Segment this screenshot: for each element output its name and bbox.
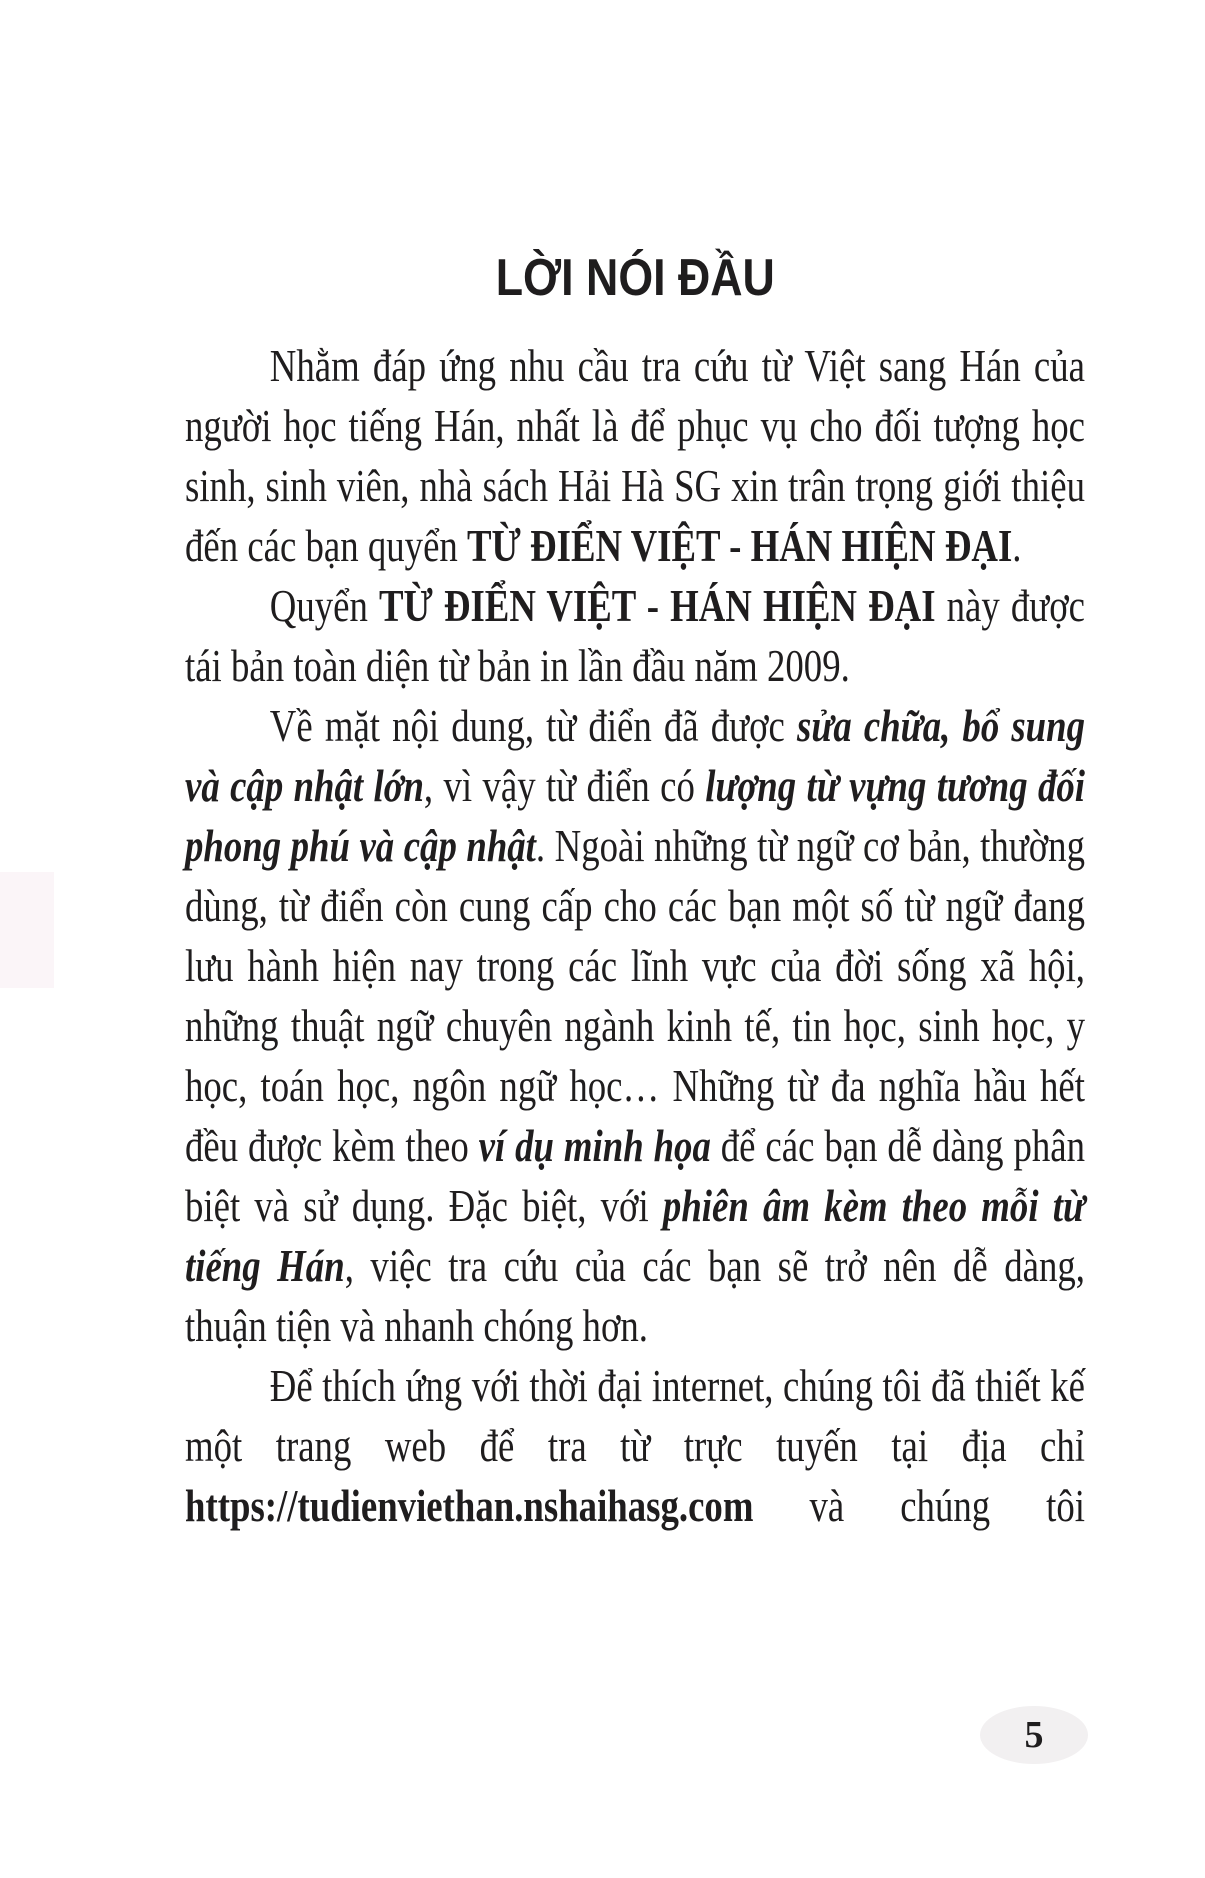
text-segment: để các bạn dễ dàng phân biệt và sử dụng. Đặc biệt, với: [185, 1120, 1085, 1231]
url-text: https://tudienviethan.nshaihasg.com: [185, 1480, 754, 1531]
text-segment: sửa chữa, bổ sung và cập nhật lớn: [185, 700, 1085, 811]
scan-margin-artifact: [0, 872, 54, 988]
paragraph: [185, 336, 1085, 576]
text-segment: Nhằm đáp ứng nhu cầu tra cứu từ Việt sang Hán của người học tiếng Hán, nhất là để phục vụ cho đối tượng học sinh, sinh viên, nhà sách Hải Hà SG xin trân trọng giới thiệu đến các bạn quyển: [185, 340, 1085, 571]
text-segment: TỪ ĐIỂN VIỆT - HÁN HIỆN ĐẠI: [379, 580, 936, 631]
page-title-text: LỜI NÓI ĐẦU: [495, 248, 775, 307]
text-segment: này được tái bản toàn diện từ bản in lần đầu năm 2009.: [185, 580, 1086, 691]
page-number-badge: [980, 1706, 1088, 1764]
text-segment: Quyển: [269, 580, 379, 631]
text-segment: . Ngoài những từ ngữ cơ bản, thường dùng, từ điển còn cung cấp cho các bạn một số từ ngữ đang lưu hành hiện nay trong các lĩnh vực của đời sống xã hội, những thuật ngữ chuyên ngành kinh tế, tin học, sinh học, y học, toán học, ngôn ngữ học… Những từ đa nghĩa hầu hết đều được kèm theo: [185, 820, 1085, 1171]
text-segment: , việc tra cứu của các bạn sẽ trở nên dễ dàng, thuận tiện và nhanh chóng hơn.: [185, 1240, 1085, 1351]
paragraph: [185, 1356, 1085, 1536]
preface-body: [185, 336, 1085, 1536]
paragraph: [185, 576, 1085, 696]
text-segment: và chúng tôi: [753, 1480, 1085, 1531]
text-segment: , vì vậy từ điển có: [423, 760, 706, 811]
page-title: [185, 247, 1085, 309]
text-segment: ví dụ minh họa: [478, 1120, 711, 1171]
page-number: 5: [1024, 1714, 1044, 1756]
text-segment: phiên âm kèm theo mỗi từ tiếng Hán: [185, 1180, 1085, 1291]
text-segment: TỪ ĐIỂN VIỆT - HÁN HIỆN ĐẠI: [467, 520, 1013, 571]
text-segment: Về mặt nội dung, từ điển đã được: [269, 700, 797, 751]
text-segment: lượng từ vựng tương đối phong phú và cập nhật: [185, 760, 1085, 871]
text-segment: Để thích ứng với thời đại internet, chúng tôi đã thiết kế một trang web để tra từ trực tuyến tại địa chỉ: [185, 1360, 1085, 1471]
paragraph: [185, 696, 1085, 1356]
text-segment: .: [1012, 520, 1022, 571]
